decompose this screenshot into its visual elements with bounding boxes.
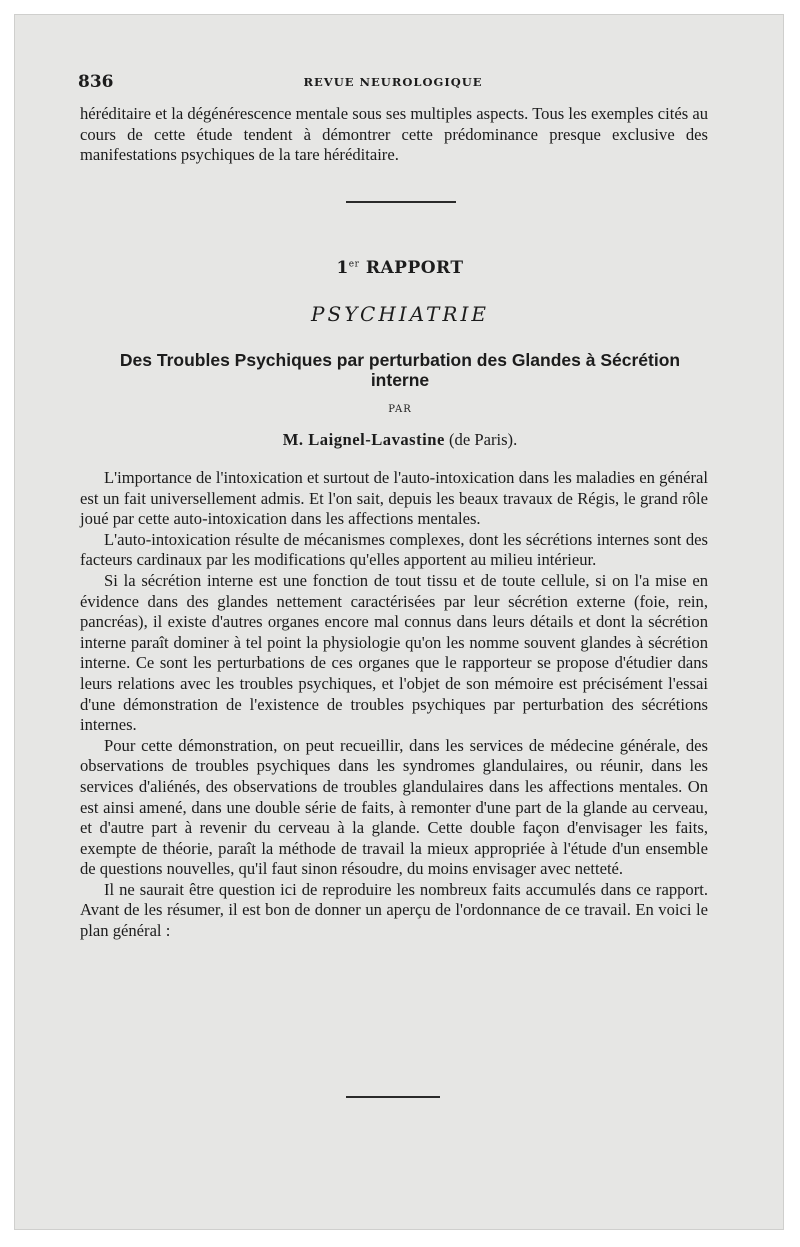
article-title: Des Troubles Psychiques par perturbation des Glandes à Sécrétion interne bbox=[119, 350, 681, 390]
by-label: PAR bbox=[388, 404, 412, 415]
report-number: 1 bbox=[336, 258, 349, 278]
body-paragraph: L'importance de l'intoxication et surtout de l'auto-intoxication dans les maladies en général est un fait universellement admis. Et l'on sait, depuis les beaux travaux de Régis, le grand rôle joué par cette auto-intoxication dans les affections mentales. bbox=[80, 468, 708, 529]
intro-block bbox=[80, 104, 708, 166]
running-title: REVUE NEUROLOGIQUE bbox=[303, 75, 483, 89]
author-name: M. Laignel-Lavastine bbox=[282, 430, 445, 449]
body-paragraph: Il ne saurait être question ici de reproduire les nombreux faits accumulés dans ce rapport. Avant de les résumer, il est bon de donner un aperçu de l'ordonnance de ce travail. En voici le plan général : bbox=[80, 879, 708, 941]
report-heading bbox=[0, 258, 800, 278]
body-paragraph: Pour cette démonstration, on peut recueillir, dans les services de médecine générale, des observations de troubles psychiques dans les syndromes glandulaires, ou réunir, dans les services d'aliénés, des observations de troubles glandulaires dans les affections mentales. On est ainsi amené, dans une double série de faits, à remonter d'une part de la glande au cerveau, et d'autre part à revenir du cerveau à la glande. Cette double façon d'envisager les faits, exempte de théorie, paraît la méthode de travail la mieux appropriée à l'étude d'un ensemble de questions nouvelles, qu'il faut sinon résoudre, du moins envisager avec netteté. bbox=[80, 735, 708, 879]
separator-rule-bottom bbox=[346, 1096, 440, 1098]
page-header bbox=[78, 72, 708, 94]
intro-paragraph: héréditaire et la dégénérescence mentale sous ses multiples aspects. Tous les exemples cités au cours de cette étude tendent à démontrer cette prédominance presque exclusive des manifestations psychiques de la tare héréditaire. bbox=[80, 104, 708, 165]
section-title: PSYCHIATRIE bbox=[311, 302, 489, 326]
body-paragraph: Si la sécrétion interne est une fonction de tout tissu et de toute cellule, si on l'a mise en évidence dans des glandes nettement caractérisées par leur sécrétion externe (foie, rein, pancréas), il existe d'autres organes encore mal connus dans leurs détails et dont la sécrétion interne paraît dominer à tel point la physiologie qu'on les nomme souvent glandes à sécrétion interne. Ce sont les perturbations de ces organes que le rapporteur se propose d'étudier dans leurs relations avec les troubles psychiques, et l'objet de son mémoire est précisément l'essai d'une démonstration de l'existence de troubles psychiques par perturbation des sécrétions internes. bbox=[80, 570, 708, 735]
body-text bbox=[80, 468, 708, 942]
report-number-suffix: er bbox=[348, 259, 360, 270]
separator-rule-top bbox=[346, 201, 456, 203]
report-label: RAPPORT bbox=[365, 258, 464, 278]
page-number: 836 bbox=[78, 72, 114, 92]
body-paragraph: L'auto-intoxication résulte de mécanismes complexes, dont les sécrétions internes sont des facteurs cardinaux par les modifications qu'elles apportent au milieu intérieur. bbox=[80, 529, 708, 570]
author-line bbox=[0, 430, 800, 450]
author-place: (de Paris). bbox=[449, 430, 518, 449]
